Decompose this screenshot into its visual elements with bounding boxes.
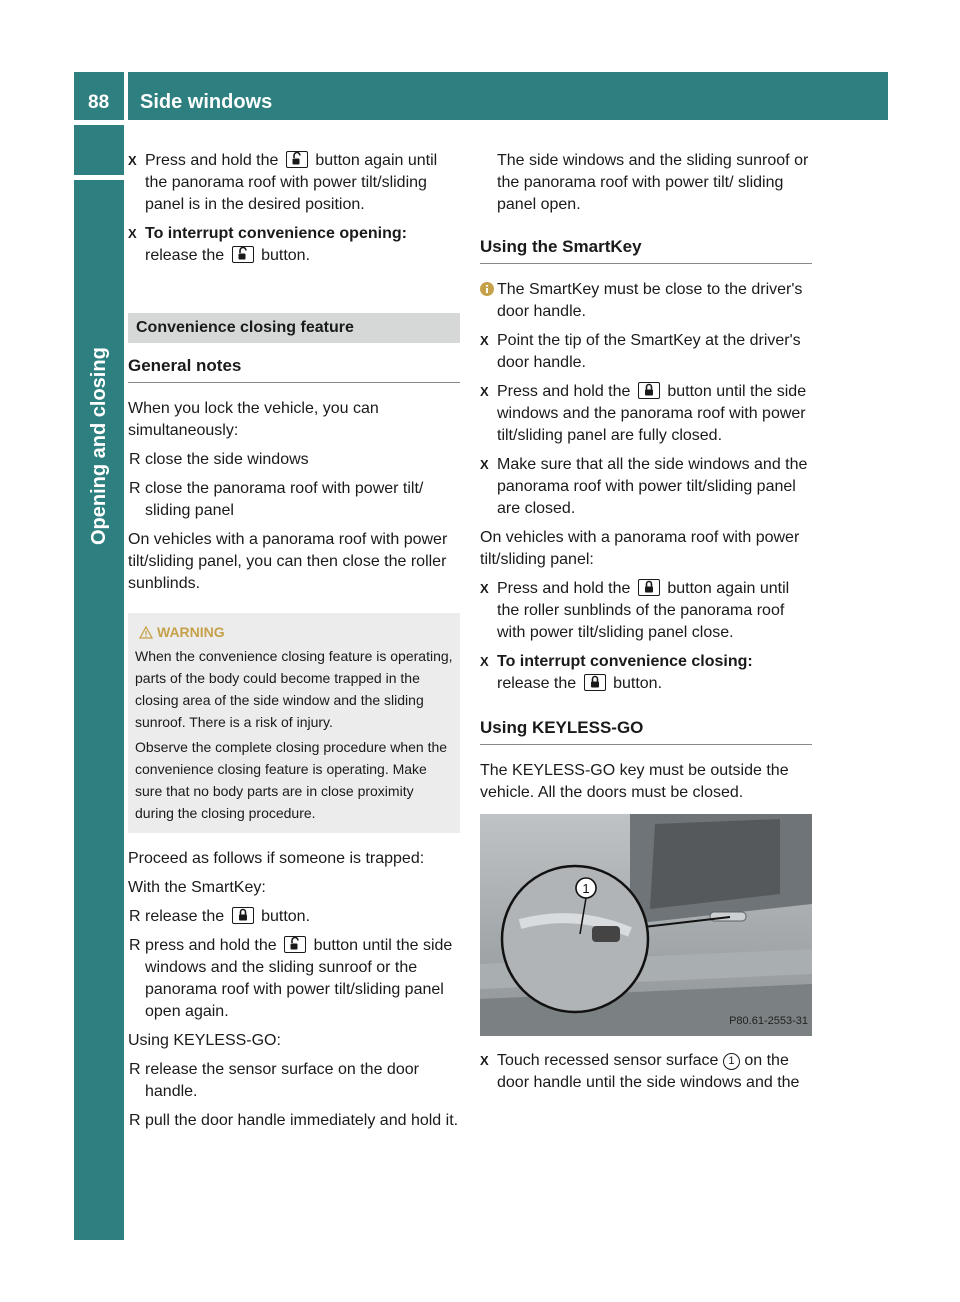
step-text: Press and hold the bbox=[145, 152, 279, 169]
paragraph: On vehicles with a panorama roof with power tilt/sliding panel, you can then close the roller sunblinds. bbox=[128, 531, 448, 592]
sidebar-square bbox=[74, 125, 124, 175]
figure-callout: 1 bbox=[582, 881, 590, 896]
paragraph: When you lock the vehicle, you can simultaneously: bbox=[128, 400, 379, 439]
sidebar-tab bbox=[74, 180, 124, 1240]
bullet-item: R release the button. bbox=[129, 908, 311, 925]
subheading: General notes bbox=[128, 355, 460, 383]
paragraph: With the SmartKey: bbox=[128, 879, 266, 896]
step-marker-icon: X bbox=[128, 226, 137, 241]
step-interrupt-opening bbox=[128, 223, 460, 267]
bullet-item: R close the panorama roof with power tilt/ sliding panel bbox=[129, 480, 424, 519]
step-marker-icon: X bbox=[128, 153, 137, 168]
step: X Press and hold the button until the side windows and the panorama roof with power tilt/sliding panel are fully closed. bbox=[480, 383, 807, 444]
info-note: The SmartKey must be close to the driver's door handle. bbox=[480, 279, 812, 323]
sidebar-label: Opening and closing bbox=[88, 347, 110, 545]
step-bold-text: To interrupt convenience opening: bbox=[145, 225, 407, 242]
page-title: Side windows bbox=[140, 91, 273, 113]
unlock-icon bbox=[284, 936, 306, 953]
bullet-item: R close the side windows bbox=[129, 451, 309, 468]
info-icon bbox=[480, 282, 494, 296]
unlock-icon bbox=[286, 151, 308, 168]
step: X Touch recessed sensor surface 1 on the door handle until the side windows and the bbox=[480, 1052, 800, 1091]
paragraph: The side windows and the sliding sunroof or the panorama roof with power tilt/ sliding panel open. bbox=[497, 152, 809, 213]
step: X Point the tip of the SmartKey at the driver's door handle. bbox=[480, 332, 801, 371]
callout-marker: 1 bbox=[723, 1053, 740, 1070]
heading-keyless-go: Using KEYLESS-GO bbox=[480, 717, 812, 745]
bullet-item: R press and hold the button until the side windows and the sliding sunroof or the panorama roof with power tilt/sliding panel open again. bbox=[129, 937, 453, 1020]
page-number: 88 bbox=[88, 92, 110, 113]
lock-icon bbox=[638, 382, 660, 399]
step-interrupt-closing: X To interrupt convenience closing: release the button. bbox=[480, 653, 753, 692]
heading-smartkey: Using the SmartKey bbox=[480, 236, 812, 264]
right-column bbox=[480, 150, 812, 1101]
warning-triangle-icon bbox=[139, 626, 153, 639]
unlock-icon bbox=[232, 246, 254, 263]
step-text: release the bbox=[145, 247, 225, 264]
paragraph: Using KEYLESS-GO: bbox=[128, 1032, 281, 1049]
warning-box bbox=[128, 613, 460, 833]
page-number-box bbox=[74, 72, 124, 120]
paragraph: The KEYLESS-GO key must be outside the vehicle. All the doors must be closed. bbox=[480, 762, 789, 801]
step-text: button again until the panorama roof with power tilt/sliding panel is in the desired position. bbox=[145, 152, 438, 213]
car-door-illustration bbox=[480, 814, 812, 1036]
paragraph: On vehicles with a panorama roof with power tilt/sliding panel: bbox=[480, 529, 800, 568]
step: X Press and hold the button again until the roller sunblinds of the panorama roof with power tilt/sliding panel close. bbox=[480, 580, 790, 641]
bullet-item: R release the sensor surface on the door handle. bbox=[129, 1061, 419, 1100]
warning-text: When the convenience closing feature is operating, parts of the body could become trapped in the closing area of the side window and the sliding sunroof. There is a risk of injury. bbox=[135, 648, 453, 730]
step-text: button. bbox=[261, 247, 311, 264]
lock-icon bbox=[638, 579, 660, 596]
page-header bbox=[128, 72, 888, 120]
bullet-item: R pull the door handle immediately and hold it. bbox=[129, 1112, 459, 1129]
lock-icon bbox=[232, 907, 254, 924]
warning-title: WARNING bbox=[135, 621, 453, 643]
paragraph: Proceed as follows if someone is trapped: bbox=[128, 850, 425, 867]
left-column bbox=[128, 150, 460, 1139]
step: X Make sure that all the side windows and the panorama roof with power tilt/sliding panel are closed. bbox=[480, 456, 808, 517]
section-heading: Convenience closing feature bbox=[128, 313, 460, 343]
warning-text: Observe the complete closing procedure when the convenience closing feature is operating. Make sure that no body parts are in close proximity during the closing procedure. bbox=[135, 739, 448, 821]
door-handle-photo bbox=[480, 814, 812, 1036]
lock-icon bbox=[584, 674, 606, 691]
figure-code: P80.61-2553-31 bbox=[729, 1015, 808, 1027]
step-press-hold-unlock bbox=[128, 150, 460, 216]
